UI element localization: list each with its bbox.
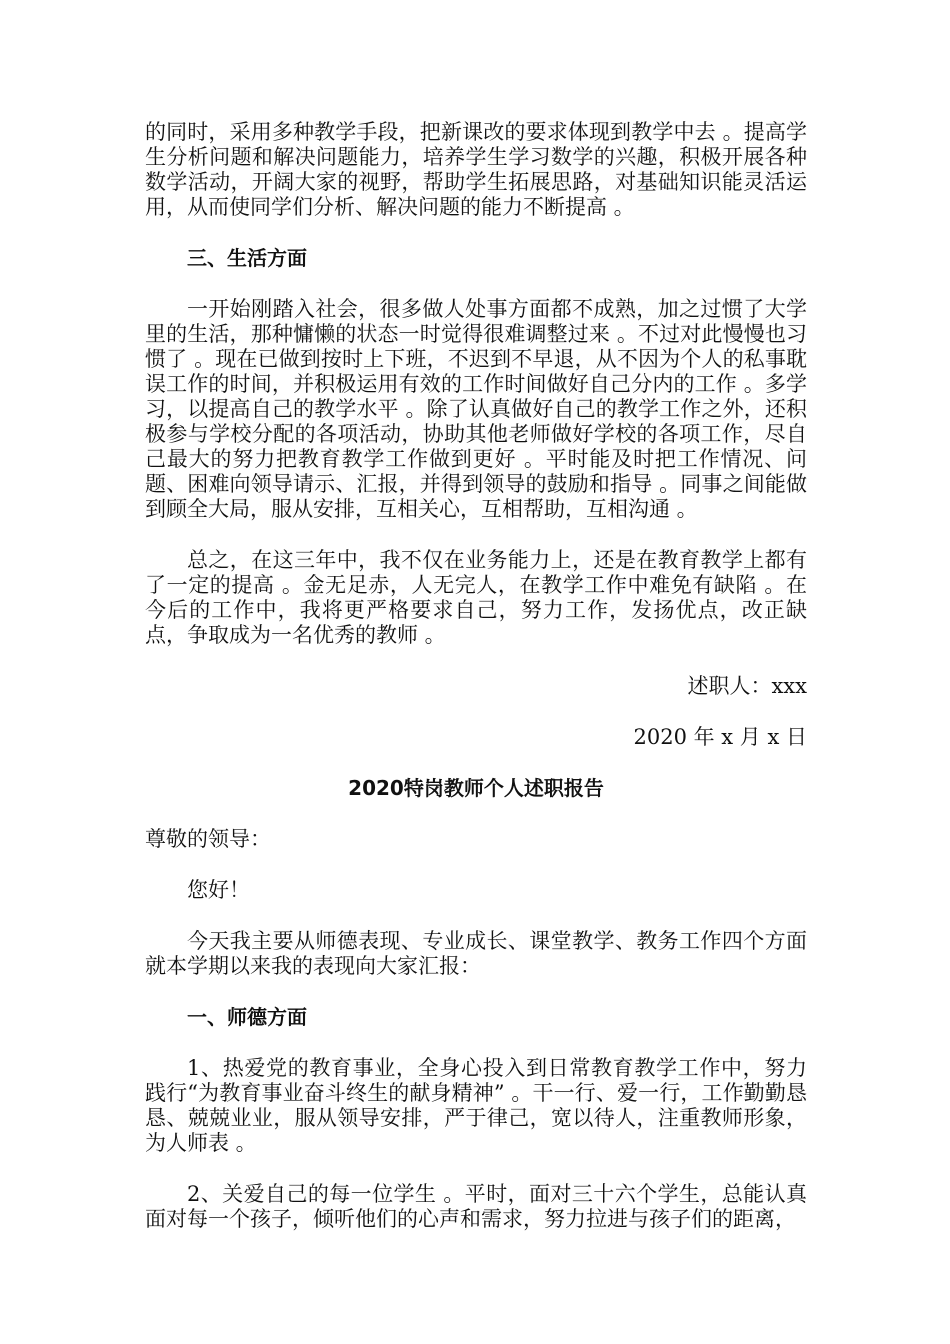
section-heading-ethics: 一、师德方面	[187, 1005, 307, 1029]
paragraph-teaching-methods: 的同时，采用多种教学手段，把新课改的要求体现到教学中去 。提高学生分析问题和解决问题能力，培养学生学习数学的兴趣，积极开展各种数学活动，开阔大家的视野，帮助学生拓展思路，对基础知识能灵活运用，从而使同学们分析、解决问题的能力不断提高 。	[145, 120, 807, 219]
salutation: 尊敬的领导：	[145, 827, 271, 851]
date-line: 2020 年 x 月 x 日	[633, 725, 807, 749]
paragraph-life: 一开始刚踏入社会，很多做人处事方面都不成熟，加之过惯了大学里的生活，那种慵懒的状态一时觉得很难调整过来 。不过对此慢慢也习惯了 。现在已做到按时上下班，不迟到不早退，从不因为个人的私事耽误工作的时间，并积极运用有效的工作时间做好自己分内的工作 。多学习，以提高自己的教学水平 。除了认真做好自己的教学工作之外，还积极参与学校分配的各项活动，协助其他老师做好学校的各项工作，尽自己最大的努力把教育教学工作做到更好 。平时能及时把工作情况、问题、困难向领导请示、汇报，并得到领导的鼓励和指导 。同事之间能做到顾全大局，服从安排，互相关心，互相帮助，互相沟通 。	[145, 297, 807, 521]
paragraph-intro: 今天我主要从师德表现、专业成长、课堂教学、教务工作四个方面就本学期以来我的表现向大家汇报：	[145, 929, 807, 978]
document-page	[145, 120, 807, 1258]
section-heading-life: 三、生活方面	[187, 246, 307, 270]
report-title: 2020特岗教师个人述职报告	[348, 776, 604, 800]
signature-line: 述职人：xxx	[687, 674, 807, 698]
greeting: 您好！	[187, 878, 250, 902]
paragraph-ethics-1: 1、热爱党的教育事业，全身心投入到日常教育教学工作中，努力践行“为教育事业奋斗终生的献身精神” 。干一行、爱一行，工作勤勤恳恳、兢兢业业，服从领导安排，严于律己，宽以待人，注重教师形象，为人师表 。	[145, 1056, 807, 1155]
paragraph-ethics-2: 2、关爱自己的每一位学生 。平时，面对三十六个学生，总能认真面对每一个孩子，倾听他们的心声和需求，努力拉进与孩子们的距离，	[145, 1182, 807, 1231]
paragraph-summary: 总之，在这三年中，我不仅在业务能力上，还是在教育教学上都有了一定的提高 。金无足赤，人无完人，在教学工作中难免有缺陷 。在今后的工作中，我将更严格要求自己，努力工作，发扬优点，改正缺点，争取成为一名优秀的教师 。	[145, 548, 807, 647]
